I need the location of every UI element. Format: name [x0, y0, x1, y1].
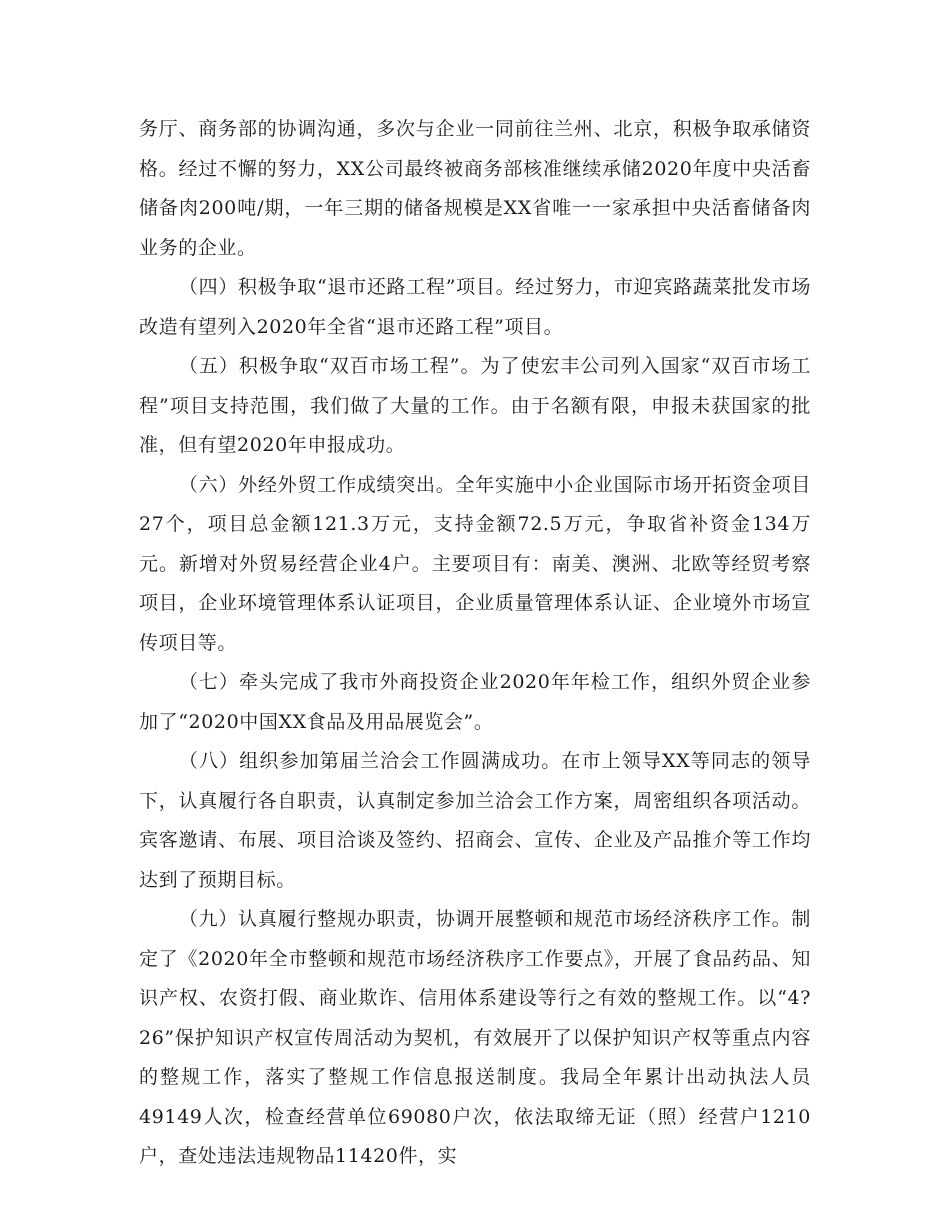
- paragraph-section-6: （六）外经外贸工作成绩突出。全年实施中小企业国际市场开拓资金项目27个，项目总金额121.3万元，支持金额72.5万元，争取省补资金134万元。新增对外贸易经营企业4户。主要项目有：南美、澳洲、北欧等经贸考察项目，企业环境管理体系认证项目，企业质量管理体系认证、企业境外市场宣传项目等。: [139, 473, 811, 654]
- paragraph-section-7: （七）牵头完成了我市外商投资企业2020年年检工作，组织外贸企业参加了“2020中国XX食品及用品展览会”。: [139, 671, 811, 733]
- paragraph-section-5: （五）积极争取“双百市场工程”。为了使宏丰公司列入国家“双百市场工程”项目支持范围，我们做了大量的工作。由于名额有限，申报未获国家的批准，但有望2020年申报成功。: [139, 355, 811, 456]
- paragraph-section-9: （九）认真履行整规办职责，协调开展整顿和规范市场经济秩序工作。制定了《2020年全市整顿和规范市场经济秩序工作要点》，开展了食品药品、知识产权、农资打假、商业欺诈、信用体系建设等行之有效的整规工作。以“4?26”保护知识产权宣传周活动为契机，有效展开了以保护知识产权等重点内容的整规工作，落实了整规工作信息报送制度。我局全年累计出动执法人员49149人次，检查经营单位69080户次，依法取缔无证（照）经营户1210户，查处违法违规物品11420件，实: [139, 908, 811, 1167]
- paragraph-continuation: 务厅、商务部的协调沟通，多次与企业一同前往兰州、北京，积极争取承储资格。经过不懈的努力，XX公司最终被商务部核准继续承储2020年度中央活畜储备肉200吨/期，一年三期的储备规模是XX省唯一一家承担中央活畜储备肉业务的企业。: [139, 118, 811, 259]
- document-body: [139, 110, 811, 1177]
- paragraph-section-4: （四）积极争取“退市还路工程”项目。经过努力，市迎宾路蔬菜批发市场改造有望列入2020年全省“退市还路工程”项目。: [139, 276, 811, 338]
- paragraph-section-8: （八）组织参加第届兰洽会工作圆满成功。在市上领导XX等同志的领导下，认真履行各自职责，认真制定参加兰洽会工作方案，周密组织各项活动。宾客邀请、布展、项目洽谈及签约、招商会、宣传、企业及产品推介等工作均达到了预期目标。: [139, 750, 811, 891]
